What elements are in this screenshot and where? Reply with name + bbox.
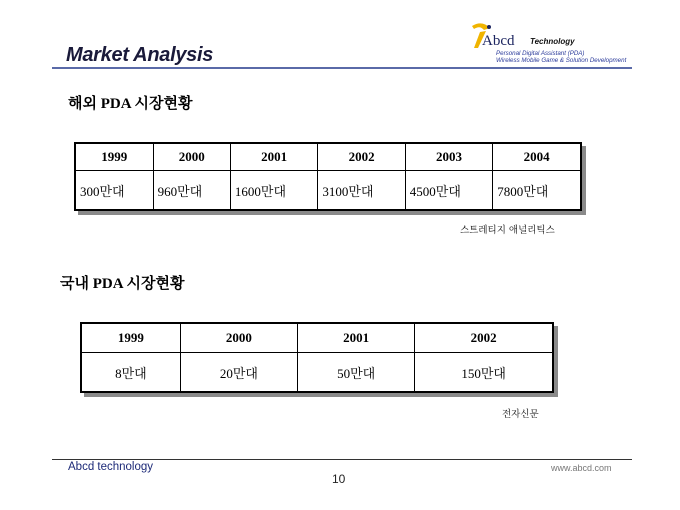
overseas-table [74, 142, 582, 211]
domestic-table [80, 322, 554, 393]
table-cell: 300만대 [75, 171, 153, 211]
domestic-source: 전자신문 [502, 409, 539, 420]
footer-rule [52, 459, 632, 460]
table-header-cell: 2000 [153, 143, 230, 171]
logo-tech: Technology [530, 37, 575, 46]
table-header-cell: 1999 [75, 143, 153, 171]
table-cell: 8만대 [81, 353, 180, 393]
table-header-row [81, 323, 553, 353]
table-header-cell: 2001 [298, 323, 415, 353]
table-cell: 150만대 [415, 353, 553, 393]
page-number: 10 [332, 472, 346, 486]
table-header-cell: 1999 [81, 323, 180, 353]
footer-company: Abcd technology [68, 461, 154, 473]
table-header-row [75, 143, 581, 171]
overseas-source: 스트레티지 애널리틱스 [460, 225, 555, 236]
table-row [75, 171, 581, 211]
table-header-cell: 2000 [180, 323, 297, 353]
overseas-section-title: 해외 PDA 시장현황 [68, 96, 193, 112]
table-header-cell: 2002 [415, 323, 553, 353]
table-cell: 3100만대 [318, 171, 405, 211]
table-header-cell: 2003 [405, 143, 492, 171]
table-cell: 50만대 [298, 353, 415, 393]
table-header-cell: 2004 [493, 143, 581, 171]
table-header-cell: 2002 [318, 143, 405, 171]
table-cell: 7800만대 [493, 171, 581, 211]
logo-tagline-2: Wireless Mobile Game & Solution Development [496, 57, 627, 64]
table-cell: 20만대 [180, 353, 297, 393]
table-row [81, 353, 553, 393]
table-cell: 4500만대 [405, 171, 492, 211]
table-cell: 1600만대 [230, 171, 317, 211]
page-title: Market Analysis [66, 44, 214, 66]
footer-url: www.abcd.com [551, 463, 612, 473]
company-logo [468, 22, 638, 68]
domestic-section-title: 국내 PDA 시장현황 [60, 276, 185, 292]
logo-name: Abcd [482, 33, 515, 49]
table-header-cell: 2001 [230, 143, 317, 171]
logo-tagline-1: Personal Digital Assistant (PDA) [496, 50, 585, 57]
table-cell: 960만대 [153, 171, 230, 211]
